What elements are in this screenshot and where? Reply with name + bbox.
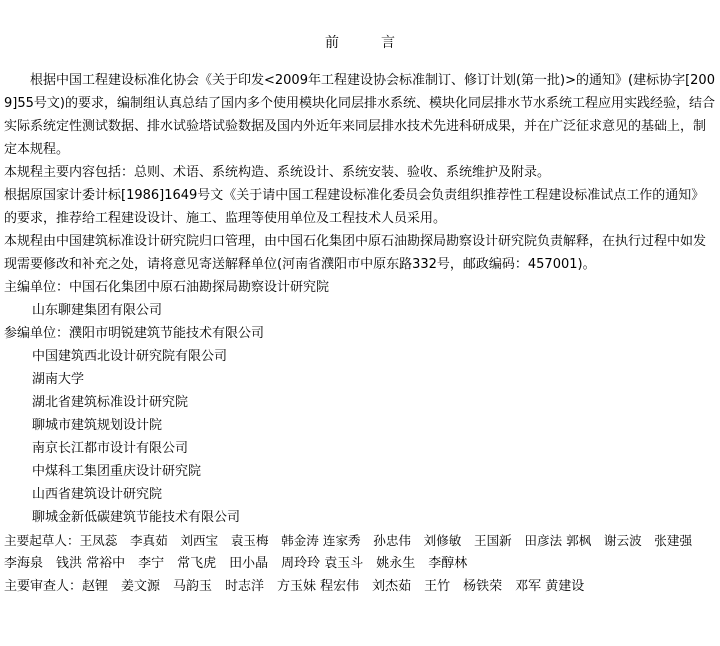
page-title: 前 言 bbox=[325, 35, 409, 51]
reviewers-line: 主要审查人：赵锂 姜文源 马韵玉 时志洋 方玉妹 程宏伟 刘杰茹 王竹 杨铁荣 邓军 黄建设 bbox=[4, 579, 585, 594]
drafters-line: 李海泉 钱洪 常裕中 李宁 常飞虎 田小晶 周玲玲 袁玉斗 姚永生 李醇林 bbox=[4, 556, 468, 571]
participant-unit: 湖南大学 bbox=[32, 372, 85, 387]
chief-editor-unit: 中国石化集团中原石油勘探局勘察设计研究院 bbox=[69, 280, 330, 295]
participant-unit: 聊城金新低碳建筑节能技术有限公司 bbox=[32, 510, 241, 525]
participant-unit: 南京长江都市设计有限公司 bbox=[32, 441, 189, 456]
participant-line bbox=[4, 322, 264, 345]
chief-editor-unit: 山东聊建集团有限公司 bbox=[32, 303, 163, 318]
chief-editor-label: 主编单位： bbox=[4, 280, 70, 295]
participant-unit: 聊城市建筑规划设计院 bbox=[32, 418, 163, 433]
participant-unit: 山西省建筑设计研究院 bbox=[32, 487, 163, 502]
intro-paragraph: 根据中国工程建设标准化协会《关于印发<2009年工程建设协会标准制订、修订计划(第一批)>的通知》(建标协字[2009]55号文)的要求，编制组认真总结了国内多个使用模块化同层排水系统、模块化同层排水节水系统工程应用实践经验，结合实际系统定性测试数据、排水试验塔试验数据及国内外近年来同层排水技术先进科研成果，并在广泛征求意见的基础上，制定本规程。 bbox=[4, 73, 715, 157]
chief-editor-line bbox=[4, 276, 329, 299]
participant-label: 参编单位： bbox=[4, 326, 70, 341]
participant-unit: 中国建筑西北设计研究院有限公司 bbox=[32, 349, 228, 364]
participant-unit: 濮阳市明锐建筑节能技术有限公司 bbox=[69, 326, 265, 341]
recommendation-paragraph: 根据原国家计委计标[1986]1649号文《关于请中国工程建设标准化委员会负责组织推荐性工程建设标准试点工作的通知》的要求，推荐给工程建设设计、施工、监理等使用单位及工程技术人员采用。 bbox=[4, 188, 705, 226]
contents-paragraph: 本规程主要内容包括：总则、术语、系统构造、系统设计、系统安装、验收、系统维护及附录。 bbox=[4, 165, 551, 180]
participant-unit: 中煤科工集团重庆设计研究院 bbox=[32, 464, 202, 479]
participant-unit: 湖北省建筑标准设计研究院 bbox=[32, 395, 189, 410]
management-paragraph: 本规程由中国建筑标准设计研究院归口管理，由中国石化集团中原石油勘探局勘察设计研究院负责解释，在执行过程中如发现需要修改和补充之处，请将意见寄送解释单位(河南省濮阳市中原东路332号，邮政编码：457001)。 bbox=[4, 234, 707, 272]
drafters-line: 主要起草人：王凤蕊 李真茹 刘西宝 袁玉梅 韩金涛 连家秀 孙忠伟 刘修敏 王国新 田彦法 郭枫 谢云波 张建强 bbox=[4, 533, 693, 548]
